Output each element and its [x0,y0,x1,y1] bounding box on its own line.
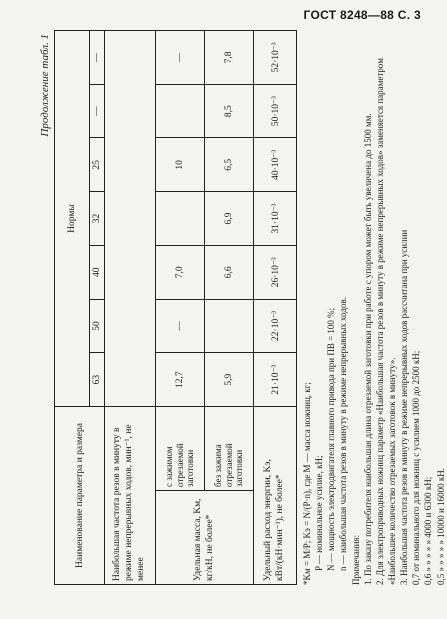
force-4: 32 [90,192,105,246]
parameters-table [54,30,297,585]
table-row [156,31,205,585]
force-2: 50 [90,299,105,353]
formula-line: *Kм = M/P; Kэ = N/(P·n), где M — масса ножниц, кг; [302,382,312,585]
energy-5: 40·10⁻³ [254,138,297,192]
energy-3: 26·10⁻³ [254,245,297,299]
mass-clamp-1: 12,7 [156,353,205,407]
table-row [254,31,297,585]
row-values-frequency [105,31,156,407]
notes-block [301,30,447,585]
sub-label-clamp: с зажимом отрезаемой заготовки [156,407,205,491]
energy-2: 22·10⁻³ [254,299,297,353]
energy-7: 52·10⁻³ [254,31,297,85]
row-label-energy: Удельный расход энергии, Kэ, кВт/(кН·мин⁻¹), не более* [254,407,297,585]
energy-4: 31·10⁻³ [254,192,297,246]
mass-clamp-2: — [156,299,205,353]
force-6: — [90,84,105,138]
definition-p: P — номинальное усилие, кН; [314,455,325,571]
mass-clamp-6 [156,84,205,138]
force-7: — [90,31,105,85]
force-5: 25 [90,138,105,192]
note-3-list-2: 0,6 » » » » » 4000 и 6300 кН; [423,476,434,585]
energy-6: 50·10⁻³ [254,84,297,138]
notes-title: Примечания: [350,534,361,585]
mass-noclamp-1: 5,9 [205,353,254,407]
mass-clamp-5: 10 [156,138,205,192]
row-label-mass: Удельная масса, Kм, кг/кН, не более* [156,491,254,585]
header-param: Наименование параметра и размера [55,407,105,585]
mass-clamp-4 [156,192,205,246]
header-norms: Нормы [55,31,90,407]
force-3: 40 [90,245,105,299]
note-1: 1. По заказу потребителя наибольшая длина отрезаемой заготовки при работе с упором может быть увеличена до 1500 мм. [362,113,373,585]
mass-noclamp-3: 6,6 [205,245,254,299]
definition-n-cap: N — мощность электродвигателя главного привода при ПВ = 100 %; [326,307,337,571]
mass-clamp-7: — [156,31,205,85]
continuation-label: Продолжение табл. 1 [39,34,51,137]
note-3: 3. Наибольшая частота резов в минуту в режиме непрерывных ходов рассчитана при усилии [399,229,410,585]
definition-n: n — наибольшая частота резов в минуту в режиме непрерывных ходов. [338,297,349,571]
mass-noclamp-6: 8,5 [205,84,254,138]
note-3-list-3: 0,5 » » » » » 10000 и 16000 кН. [435,468,446,585]
table-row [105,31,156,585]
force-1: 63 [90,353,105,407]
mass-noclamp-7: 7,8 [205,31,254,85]
note-2: 2. Для электроприводных ножниц параметр «Наибольшая частота резов в минуту в режиме непрерывных ходов» заменяется параметром «Наибольшее количество отрезаемых заготовок в минуту». [374,58,397,585]
mass-noclamp-2 [205,299,254,353]
mass-noclamp-4: 6,9 [205,192,254,246]
page-header-gost: ГОСТ 8248—88 С. 3 [303,8,421,22]
note-3-list-1: 0,7 от номинального для ножниц с усилием 1000 до 2500 кН; [411,350,422,585]
mass-clamp-3: 7,0 [156,245,205,299]
row-label-frequency: Наибольшая частота резов в минуту в режиме непрерывных ходов, мин⁻¹, не менее [105,407,156,585]
sub-label-no-clamp: без зажима отрезаемой заготовки [205,407,254,491]
rotated-page-content [36,30,446,585]
energy-1: 21·10⁻³ [254,353,297,407]
mass-noclamp-5: 6,5 [205,138,254,192]
